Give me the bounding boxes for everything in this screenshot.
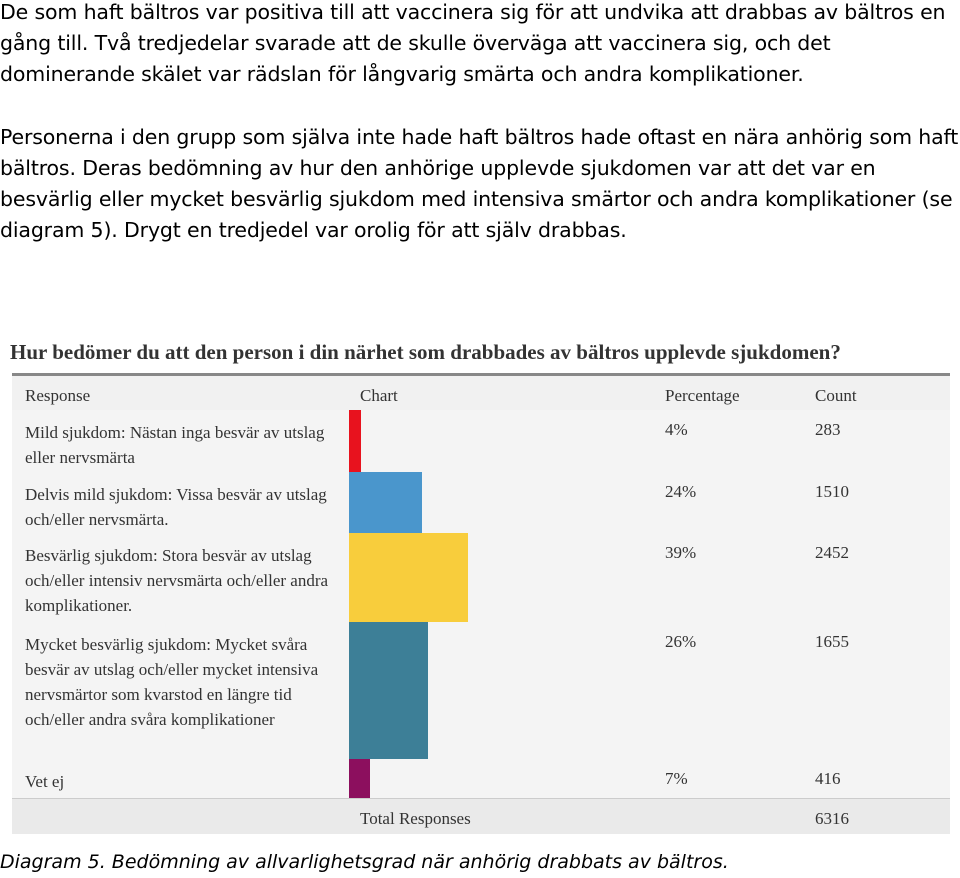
- response-percentage: 26%: [665, 632, 697, 651]
- survey-title: Hur bedömer du att den person i din närhet som drabbades av bältros upplevde sjukdomen?: [10, 340, 841, 364]
- response-percentage: 7%: [665, 769, 688, 788]
- response-label: Delvis mild sjukdom: Vissa besvär av utslag och/eller nervsmärta.: [25, 485, 327, 529]
- response-count: 1655: [815, 632, 849, 651]
- response-label: Vet ej: [25, 772, 65, 791]
- table-row: [12, 410, 950, 474]
- response-bar: [349, 622, 428, 759]
- survey-results-table: [12, 373, 950, 833]
- total-count: 6316: [815, 809, 849, 828]
- intro-paragraph: De som haft bältros var positiva till att vaccinera sig för att undvika att drabbas av bältros en gång till. Två tredjedelar svarade att de skulle överväga att vaccinera sig, och det dominerande skälet var rädslan för långvarig smärta och andra komplikationer.: [0, 0, 946, 86]
- response-percentage: 24%: [665, 482, 697, 501]
- response-label: Mild sjukdom: Nästan inga besvär av utslag eller nervsmärta: [25, 423, 325, 467]
- diagram-caption: Diagram 5. Bedömning av allvarlighetsgrad när anhörig drabbats av bältros.: [0, 851, 729, 873]
- response-count: 283: [815, 420, 841, 439]
- total-row: [12, 798, 950, 834]
- response-percentage: 4%: [665, 420, 688, 439]
- response-count: 2452: [815, 543, 849, 562]
- table-row: [12, 759, 950, 800]
- table-header: [12, 373, 950, 412]
- table-row: [12, 472, 950, 535]
- response-count: 1510: [815, 482, 849, 501]
- response-label: Besvärlig sjukdom: Stora besvär av utslag och/eller intensiv nervsmärta och/eller andra komplikationer.: [25, 546, 329, 615]
- header-chart: Chart: [360, 386, 398, 405]
- total-label: Total Responses: [360, 809, 471, 828]
- response-bar: [349, 410, 361, 472]
- response-bar: [349, 759, 370, 798]
- header-response: Response: [25, 386, 91, 405]
- table-row: [12, 622, 950, 761]
- response-percentage: 39%: [665, 543, 697, 562]
- response-bar: [349, 533, 468, 622]
- response-label: Mycket besvärlig sjukdom: Mycket svåra besvär av utslag och/eller mycket intensiva nervsmärtor som kvarstod en längre tid och/eller andra svåra komplikationer: [25, 635, 319, 729]
- second-paragraph: Personerna i den grupp som själva inte hade haft bältros hade oftast en nära anhörig som haft bältros. Deras bedömning av hur den anhörige upplevde sjukdomen var att det var en besvärlig eller mycket besvärlig sjukdom med intensiva smärtor och andra komplikationer (se diagram 5). Drygt en tredjedel var orolig för att själv drabbas.: [0, 125, 959, 242]
- header-percentage: Percentage: [665, 386, 740, 405]
- table-row: [12, 533, 950, 624]
- response-count: 416: [815, 769, 841, 788]
- header-count: Count: [815, 386, 857, 405]
- response-bar: [349, 472, 422, 533]
